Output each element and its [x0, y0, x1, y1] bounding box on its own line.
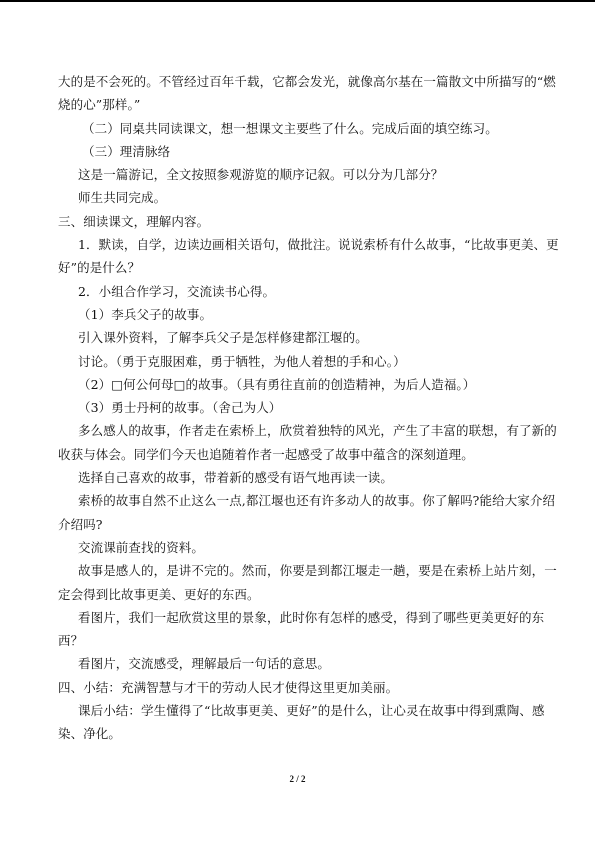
text-line: 索桥的故事自然不止这么一点,都江堰也还有许多动人的故事。你了解吗?能给大家介绍	[78, 493, 556, 509]
text-line: 师生共同完成。	[78, 190, 167, 206]
text-line: 烧的心”那样。”	[58, 97, 141, 113]
text-line: 看图片，我们一起欣赏这里的景象，此时你有怎样的感受，得到了哪些更美更好的东	[78, 609, 545, 625]
text-line: 交流课前查找的资料。	[78, 539, 205, 555]
text-line: 1．默读，自学，边读边画相关语句，做批注。说说索桥有什么故事，“比故事更美、更	[78, 237, 559, 253]
page-number: 2 / 2	[289, 774, 306, 784]
text-line: 染、净化。	[58, 726, 122, 742]
page-top-rule	[0, 0, 595, 2]
text-line: 2．小组合作学习，交流读书心得。	[78, 283, 276, 299]
text-line: 多么感人的故事，作者走在索桥上，欣赏着独特的风光，产生了丰富的联想，有了新的	[78, 423, 557, 439]
text-line: 课后小结：学生懂得了“比故事更美、更好”的是什么，让心灵在故事中得到熏陶、感	[78, 703, 545, 719]
text-line: 看图片，交流感受，理解最后一句话的意思。	[78, 656, 331, 672]
text-line: 西？	[58, 633, 84, 649]
text-line: （2）□何公何母□的故事。（具有勇往直前的创造精神，为后人造福。）	[78, 376, 476, 392]
text-line: （二）同桌共同读课文，想一想课文主要些了什么。完成后面的填空练习。	[82, 120, 498, 136]
text-line: （1）李兵父子的故事。	[78, 306, 213, 322]
text-line: 引入课外资料，了解李兵父子是怎样修建都江堰的。	[78, 330, 368, 346]
text-line: 大的是不会死的。不管经过百年千载，它都会发光，就像高尔基在一篇散文中所描写的“燃	[58, 74, 556, 89]
text-line: 收获与体会。同学们今天也追随着作者一起感受了故事中蕴含的深刻道理。	[58, 446, 474, 462]
text-line: 选择自己喜欢的故事，带着新的感受有语气地再读一读。	[78, 470, 394, 486]
text-line: （三）理清脉络	[82, 143, 171, 159]
text-line: 讨论。（勇于克服困难，勇于牺牲，为他人着想的手和心。）	[78, 353, 406, 369]
document-body	[58, 74, 559, 750]
text-line: 这是一篇游记，全文按照参观游览的顺序记叙。可以分为几部分？	[78, 167, 444, 183]
text-line: 定会得到比故事更美、更好的东西。	[58, 586, 260, 602]
text-line: 好”的是什么？	[58, 260, 141, 276]
section-heading: 三、细读课文，理解内容。	[58, 213, 210, 229]
text-line: 故事是感人的，是讲不完的。然而，你要是到都江堰走一趟，要是在索桥上站片刻，一	[78, 563, 557, 579]
section-heading: 四、小结：充满智慧与才干的劳动人民才使得这里更加美丽。	[58, 679, 399, 695]
text-line: 介绍吗?	[58, 516, 103, 532]
text-line: （3）勇士丹柯的故事。（舍己为人）	[78, 400, 282, 416]
